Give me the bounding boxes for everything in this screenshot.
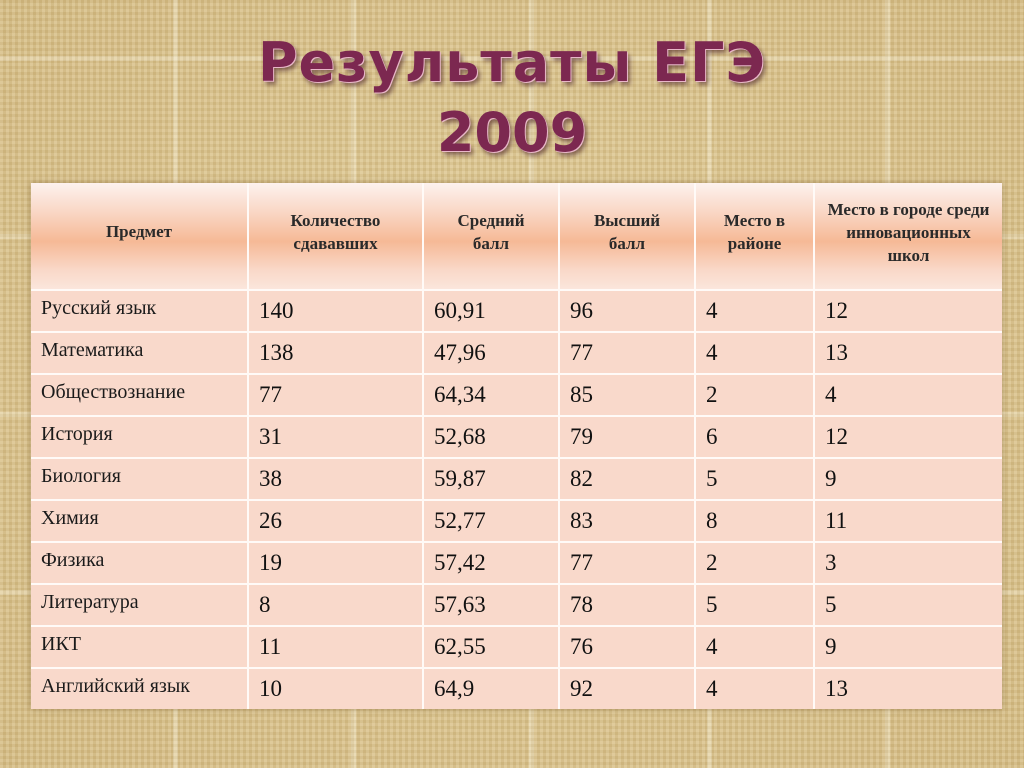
- slide-title: [0, 28, 1024, 168]
- cell-district-place: 4: [695, 332, 814, 374]
- exam-results-table: [31, 183, 1002, 709]
- cell-max: 92: [559, 668, 695, 709]
- cell-count: 8: [248, 584, 423, 626]
- table-row: [31, 332, 1002, 374]
- table-row: [31, 584, 1002, 626]
- cell-average: 57,63: [423, 584, 559, 626]
- cell-district-place: 5: [695, 458, 814, 500]
- cell-district-place: 6: [695, 416, 814, 458]
- cell-city-place: 13: [814, 332, 1002, 374]
- cell-subject: Химия: [31, 500, 248, 542]
- cell-average: 60,91: [423, 290, 559, 332]
- cell-city-place: 5: [814, 584, 1002, 626]
- cell-count: 77: [248, 374, 423, 416]
- cell-max: 77: [559, 332, 695, 374]
- table-row: [31, 668, 1002, 709]
- table-header-row: [31, 183, 1002, 290]
- header-average: Средний балл: [423, 183, 559, 290]
- slide-title-year: 2009: [436, 101, 588, 164]
- cell-count: 11: [248, 626, 423, 668]
- table-row: [31, 500, 1002, 542]
- table-body: [31, 290, 1002, 709]
- cell-subject: Обществознание: [31, 374, 248, 416]
- cell-city-place: 12: [814, 290, 1002, 332]
- cell-city-place: 13: [814, 668, 1002, 709]
- cell-count: 140: [248, 290, 423, 332]
- cell-city-place: 11: [814, 500, 1002, 542]
- cell-count: 10: [248, 668, 423, 709]
- header-city-place: Место в городе среди инновационных школ: [814, 183, 1002, 290]
- cell-average: 62,55: [423, 626, 559, 668]
- cell-max: 79: [559, 416, 695, 458]
- cell-subject: Английский язык: [31, 668, 248, 709]
- cell-max: 77: [559, 542, 695, 584]
- cell-district-place: 4: [695, 290, 814, 332]
- header-subject: Предмет: [31, 183, 248, 290]
- cell-district-place: 2: [695, 374, 814, 416]
- cell-subject: Физика: [31, 542, 248, 584]
- cell-city-place: 9: [814, 626, 1002, 668]
- cell-average: 64,9: [423, 668, 559, 709]
- cell-city-place: 4: [814, 374, 1002, 416]
- cell-district-place: 2: [695, 542, 814, 584]
- cell-count: 31: [248, 416, 423, 458]
- slide-title-line-1: Результаты ЕГЭ: [257, 31, 767, 94]
- cell-subject: Литература: [31, 584, 248, 626]
- table-row: [31, 416, 1002, 458]
- cell-district-place: 4: [695, 668, 814, 709]
- cell-average: 52,77: [423, 500, 559, 542]
- cell-city-place: 9: [814, 458, 1002, 500]
- cell-city-place: 3: [814, 542, 1002, 584]
- cell-count: 26: [248, 500, 423, 542]
- cell-subject: История: [31, 416, 248, 458]
- cell-max: 96: [559, 290, 695, 332]
- cell-subject: Математика: [31, 332, 248, 374]
- cell-max: 82: [559, 458, 695, 500]
- table-row: [31, 374, 1002, 416]
- cell-district-place: 4: [695, 626, 814, 668]
- cell-district-place: 8: [695, 500, 814, 542]
- table-row: [31, 290, 1002, 332]
- table-row: [31, 626, 1002, 668]
- header-max: Высший балл: [559, 183, 695, 290]
- cell-max: 85: [559, 374, 695, 416]
- header-district-place: Место в районе: [695, 183, 814, 290]
- cell-average: 57,42: [423, 542, 559, 584]
- cell-count: 38: [248, 458, 423, 500]
- table-row: [31, 542, 1002, 584]
- cell-max: 78: [559, 584, 695, 626]
- table-row: [31, 458, 1002, 500]
- cell-subject: Русский язык: [31, 290, 248, 332]
- cell-subject: Биология: [31, 458, 248, 500]
- cell-average: 59,87: [423, 458, 559, 500]
- cell-city-place: 12: [814, 416, 1002, 458]
- cell-count: 19: [248, 542, 423, 584]
- cell-max: 76: [559, 626, 695, 668]
- cell-average: 64,34: [423, 374, 559, 416]
- header-count: Количество сдававших: [248, 183, 423, 290]
- cell-average: 52,68: [423, 416, 559, 458]
- cell-max: 83: [559, 500, 695, 542]
- cell-count: 138: [248, 332, 423, 374]
- cell-subject: ИКТ: [31, 626, 248, 668]
- cell-district-place: 5: [695, 584, 814, 626]
- cell-average: 47,96: [423, 332, 559, 374]
